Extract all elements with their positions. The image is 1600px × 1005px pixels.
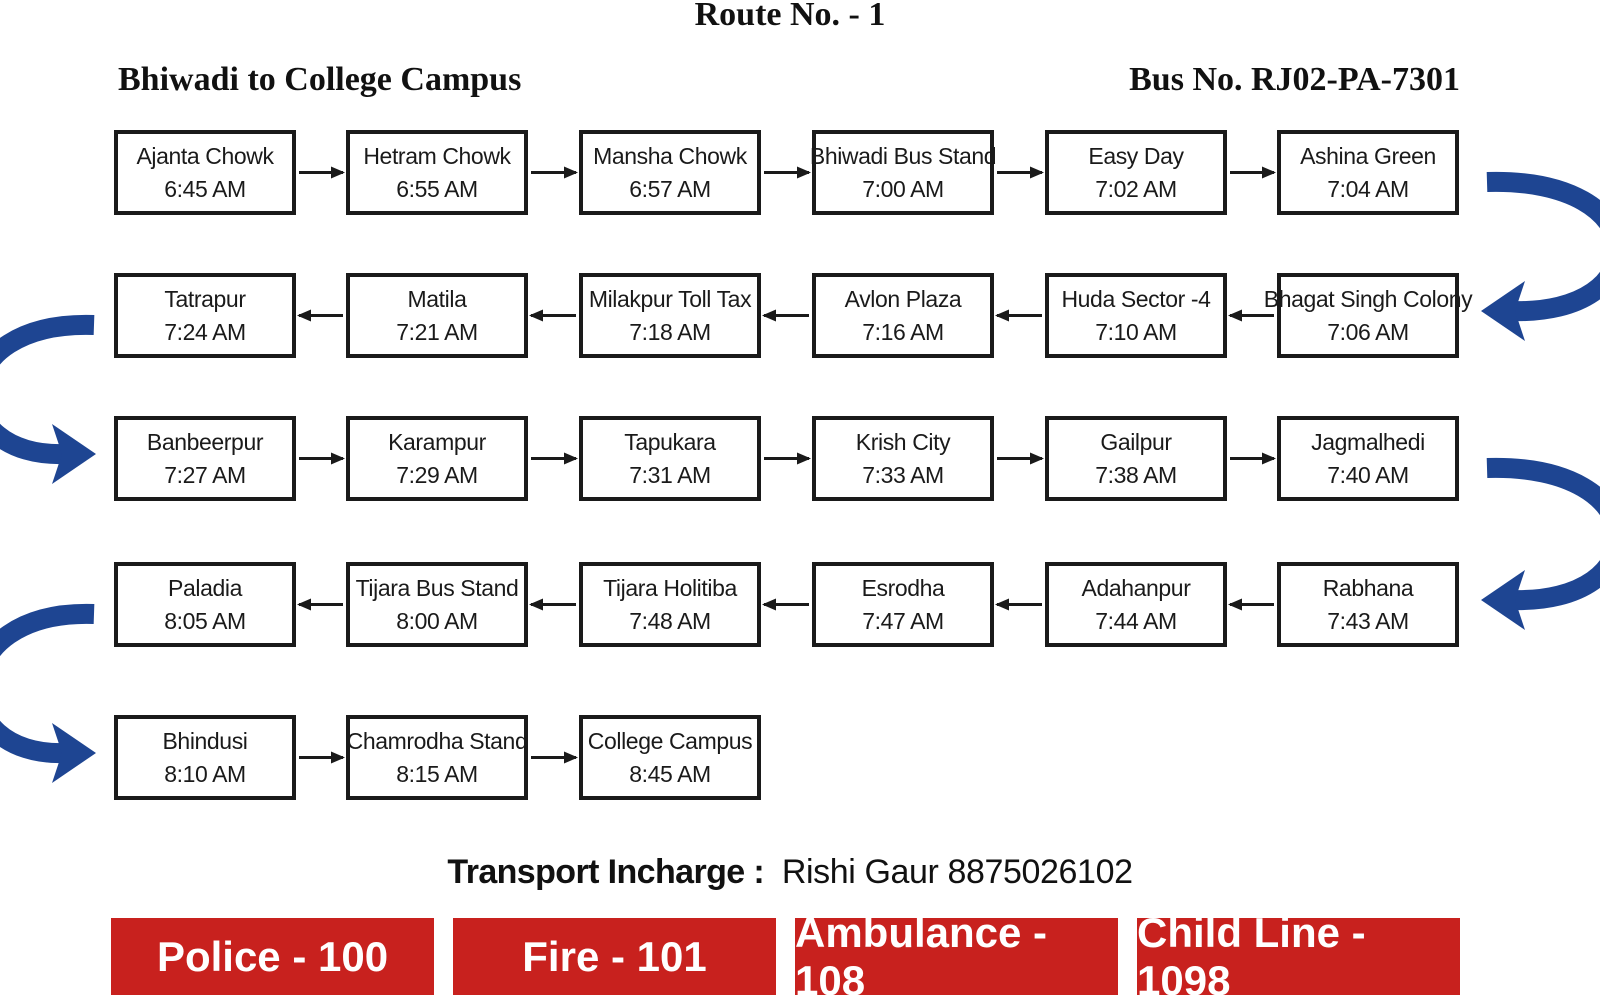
- stop-name: Rabhana: [1322, 574, 1414, 601]
- stop-box: [346, 130, 528, 215]
- incharge-label: Transport Incharge: [447, 853, 745, 891]
- stop-box: [579, 562, 761, 647]
- stop-name: Chamrodha Stand: [346, 727, 528, 754]
- stop-box: [1263, 273, 1473, 358]
- stop-box: [1277, 416, 1459, 501]
- helpline-ambulance: Ambulance - 108: [795, 918, 1118, 995]
- stop-box: [346, 416, 528, 501]
- stop-time: 7:43 AM: [1327, 607, 1409, 634]
- stop-name: Tijara Bus Stand: [355, 574, 519, 601]
- stop-time: 7:27 AM: [164, 461, 246, 488]
- stop-time: 6:55 AM: [396, 175, 478, 202]
- incharge-contact: Rishi Gaur 8875026102: [781, 853, 1133, 891]
- stop-box: [114, 416, 296, 501]
- stop-time: 7:24 AM: [164, 318, 246, 345]
- stop-box: [579, 715, 761, 800]
- stop-time: 7:31 AM: [629, 461, 711, 488]
- stop-box: [1277, 130, 1459, 215]
- stop-name: Banbeerpur: [146, 428, 264, 455]
- stop-name: Ajanta Chowk: [136, 142, 274, 169]
- stop-box: [114, 562, 296, 647]
- stop-box: [1045, 130, 1227, 215]
- stop-box: [1045, 273, 1227, 358]
- stop-box: [812, 273, 994, 358]
- turn-arrow-curve: [0, 325, 94, 454]
- stop-box: [346, 715, 528, 800]
- stop-name: Mansha Chowk: [593, 142, 747, 169]
- stop-time: 7:02 AM: [1095, 175, 1177, 202]
- stop-name: Tapukara: [624, 428, 716, 455]
- stop-time: 7:10 AM: [1095, 318, 1177, 345]
- transport-incharge: Transport Incharge : Rishi Gaur 8875026102: [447, 853, 1133, 891]
- stop-time: 6:57 AM: [629, 175, 711, 202]
- stop-name: Krish City: [855, 428, 951, 455]
- stop-name: Matila: [407, 285, 467, 312]
- turn-arrow-curve: [0, 614, 94, 753]
- stop-name: Bhiwadi Bus Stand: [809, 142, 997, 169]
- stop-name: Easy Day: [1088, 142, 1184, 169]
- stop-box: [812, 416, 994, 501]
- stop-name: Ashina Green: [1300, 142, 1436, 169]
- route-name: Bhiwadi to College Campus: [118, 61, 522, 98]
- stop-time: 7:21 AM: [396, 318, 478, 345]
- stop-box: [579, 273, 761, 358]
- bus-number: Bus No. RJ02-PA-7301: [1129, 61, 1460, 98]
- helpline-child-line: Child Line - 1098: [1137, 918, 1460, 995]
- stop-box: [114, 273, 296, 358]
- stop-time: 7:47 AM: [862, 607, 944, 634]
- stop-box: [114, 715, 296, 800]
- helpline-police: Police - 100: [111, 918, 434, 995]
- stop-time: 7:18 AM: [629, 318, 711, 345]
- stop-time: 7:16 AM: [862, 318, 944, 345]
- stop-time: 7:40 AM: [1327, 461, 1409, 488]
- stop-box: [809, 130, 997, 215]
- stop-name: Esrodha: [861, 574, 945, 601]
- stop-time: 8:05 AM: [164, 607, 246, 634]
- stop-time: 7:00 AM: [862, 175, 944, 202]
- stop-name: Paladia: [168, 574, 242, 601]
- turn-arrow-curve: [1487, 182, 1600, 311]
- stop-box: [114, 130, 296, 215]
- stop-name: Milakpur Toll Tax: [588, 285, 752, 312]
- stop-time: 8:15 AM: [396, 760, 478, 787]
- stop-time: 7:06 AM: [1327, 318, 1409, 345]
- stop-time: 8:10 AM: [164, 760, 246, 787]
- stop-name: Adahanpur: [1081, 574, 1191, 601]
- stop-name: Karampur: [388, 428, 486, 455]
- stop-box: [579, 130, 761, 215]
- stop-time: 7:38 AM: [1095, 461, 1177, 488]
- stop-box: [1045, 416, 1227, 501]
- stop-time: 7:04 AM: [1327, 175, 1409, 202]
- stop-name: Tatrapur: [164, 285, 246, 312]
- stop-box: [579, 416, 761, 501]
- stop-name: Bhindusi: [162, 727, 248, 754]
- stop-time: 8:45 AM: [629, 760, 711, 787]
- stop-name: Gailpur: [1100, 428, 1172, 455]
- stop-name: Huda Sector -4: [1061, 285, 1211, 312]
- stop-time: 7:33 AM: [862, 461, 944, 488]
- helpline-fire: Fire - 101: [453, 918, 776, 995]
- stop-name: Tijara Holitiba: [603, 574, 737, 601]
- stop-time: 6:45 AM: [164, 175, 246, 202]
- stop-time: 7:44 AM: [1095, 607, 1177, 634]
- stop-name: Jagmalhedi: [1311, 428, 1425, 455]
- stop-time: 7:29 AM: [396, 461, 478, 488]
- stop-name: Hetram Chowk: [363, 142, 511, 169]
- stop-box: [1277, 562, 1459, 647]
- stop-box: [346, 562, 528, 647]
- stop-box: [812, 562, 994, 647]
- stop-name: Bhagat Singh Colony: [1263, 285, 1473, 312]
- route-title: Route No. - 1: [694, 0, 886, 33]
- stop-time: 8:00 AM: [396, 607, 478, 634]
- stop-box: [1045, 562, 1227, 647]
- stop-name: College Campus: [587, 727, 753, 754]
- stop-name: Avlon Plaza: [844, 285, 962, 312]
- stop-box: [346, 273, 528, 358]
- stop-time: 7:48 AM: [629, 607, 711, 634]
- turn-arrow-curve: [1487, 468, 1600, 600]
